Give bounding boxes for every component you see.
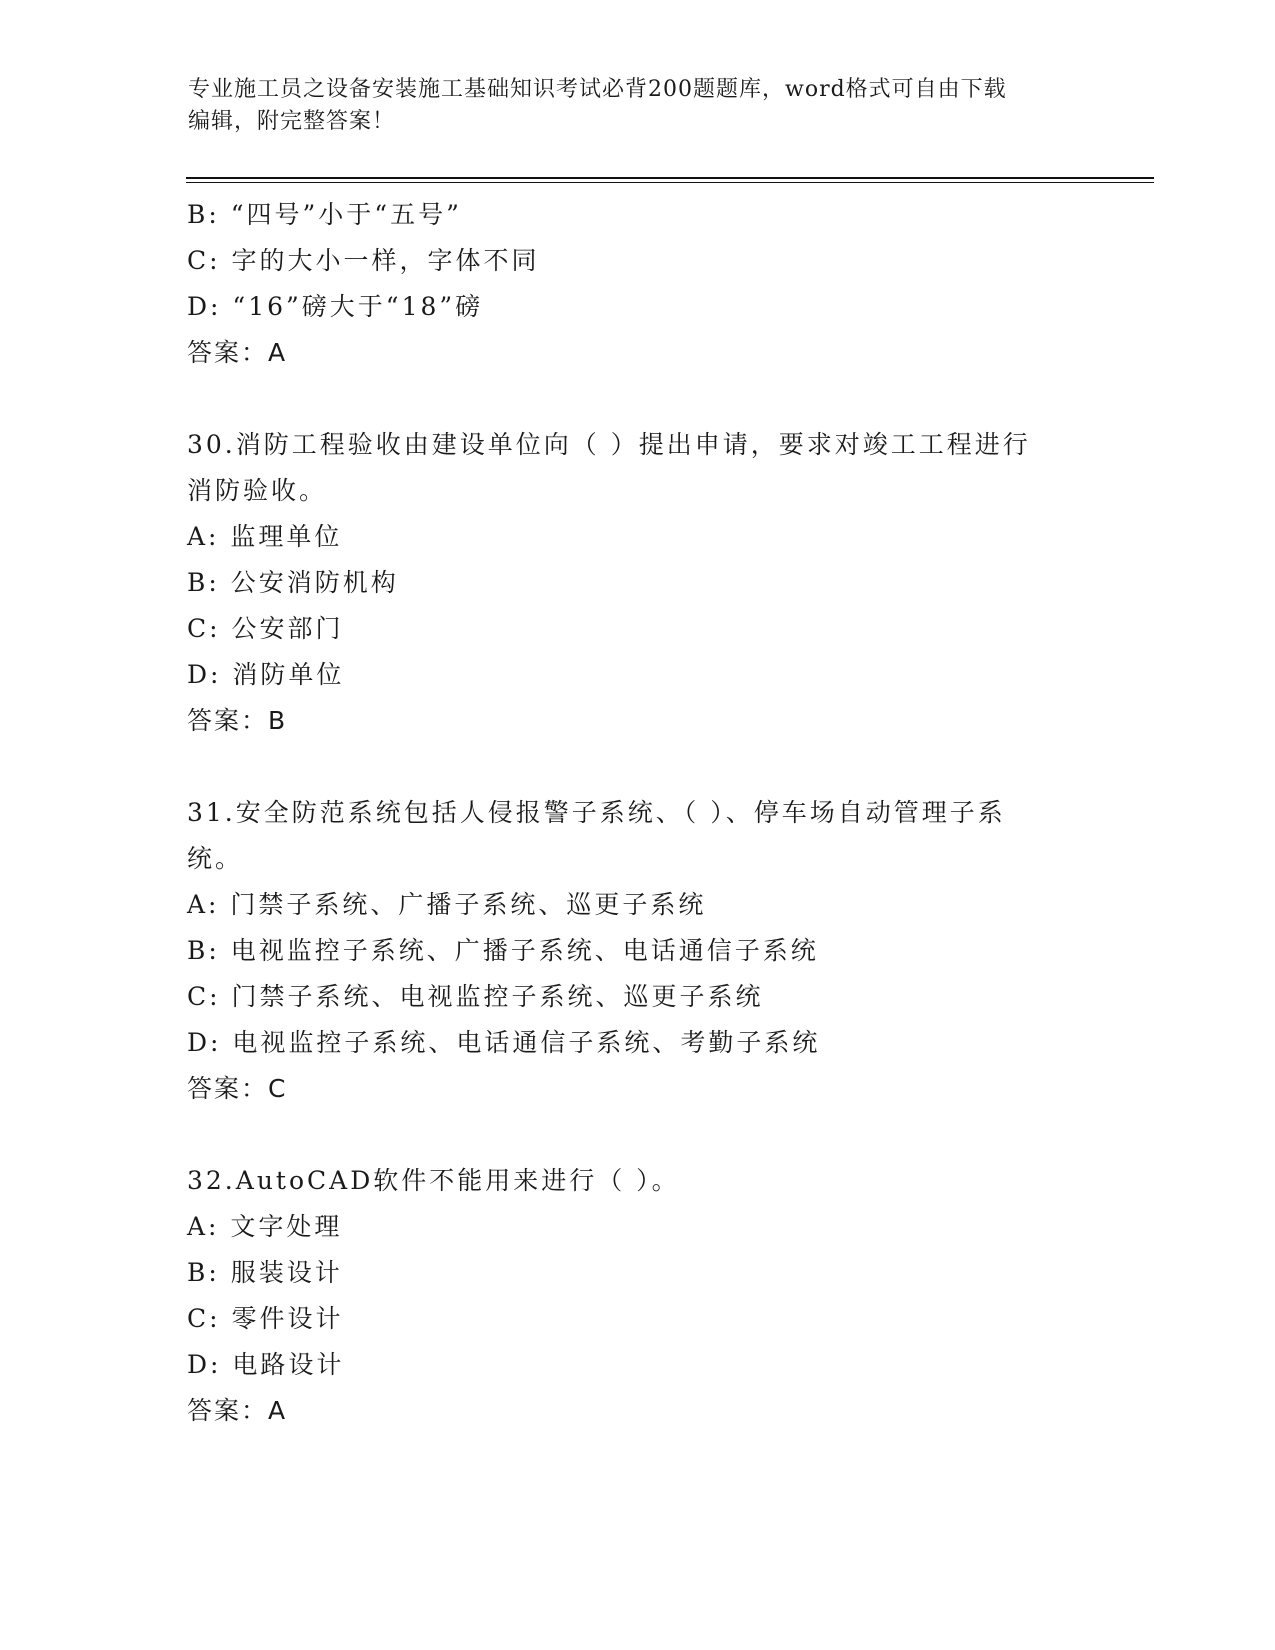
option-d: D: “16”磅大于“18”磅 <box>187 292 484 321</box>
option-d: D: 电路设计 <box>187 1350 345 1379</box>
option-b: B: “四号”小于“五号” <box>187 200 462 229</box>
question-stem-continued: 统。 <box>187 844 244 873</box>
answer: 答案：A <box>187 338 288 367</box>
answer: 答案：A <box>187 1396 288 1425</box>
question-31 <box>187 790 1087 1112</box>
option-d: D: 电视监控子系统、电话通信子系统、考勤子系统 <box>187 1028 821 1057</box>
question-29-continued <box>187 192 1087 376</box>
option-a: A: 门禁子系统、广播子系统、巡更子系统 <box>187 890 707 919</box>
answer: 答案：C <box>187 1074 288 1103</box>
question-stem: 30.消防工程验收由建设单位向（ ）提出申请，要求对竣工工程进行 <box>187 430 1031 459</box>
header-title-line-2: 编辑，附完整答案！ <box>188 109 396 134</box>
option-d: D: 消防单位 <box>187 660 345 689</box>
header-divider-thin <box>186 182 1154 183</box>
question-stem: 32.AutoCAD软件不能用来进行（ ）。 <box>187 1166 680 1195</box>
option-b: B: 公安消防机构 <box>187 568 399 597</box>
question-stem-continued: 消防验收。 <box>187 476 328 505</box>
question-list <box>187 192 1087 1434</box>
option-c: C: 零件设计 <box>187 1304 344 1333</box>
option-a: A: 监理单位 <box>187 522 343 551</box>
question-32 <box>187 1158 1087 1434</box>
question-spacer <box>187 744 1087 790</box>
header-title-line-1: 专业施工员之设备安装施工基础知识考试必背200题题库，word格式可自由下载 <box>188 77 1007 102</box>
header-divider-thick <box>186 177 1154 179</box>
option-c: C: 门禁子系统、电视监控子系统、巡更子系统 <box>187 982 764 1011</box>
option-b: B: 服装设计 <box>187 1258 343 1287</box>
option-c: C: 公安部门 <box>187 614 344 643</box>
option-b: B: 电视监控子系统、广播子系统、电话通信子系统 <box>187 936 819 965</box>
question-stem: 31.安全防范系统包括人侵报警子系统、（ ）、停车场自动管理子系 <box>187 798 1006 827</box>
question-spacer <box>187 1112 1087 1158</box>
option-c: C: 字的大小一样，字体不同 <box>187 246 540 275</box>
answer: 答案：B <box>187 706 288 735</box>
question-30 <box>187 422 1087 744</box>
option-a: A: 文字处理 <box>187 1212 343 1241</box>
document-header <box>188 74 1068 138</box>
question-spacer <box>187 376 1087 422</box>
